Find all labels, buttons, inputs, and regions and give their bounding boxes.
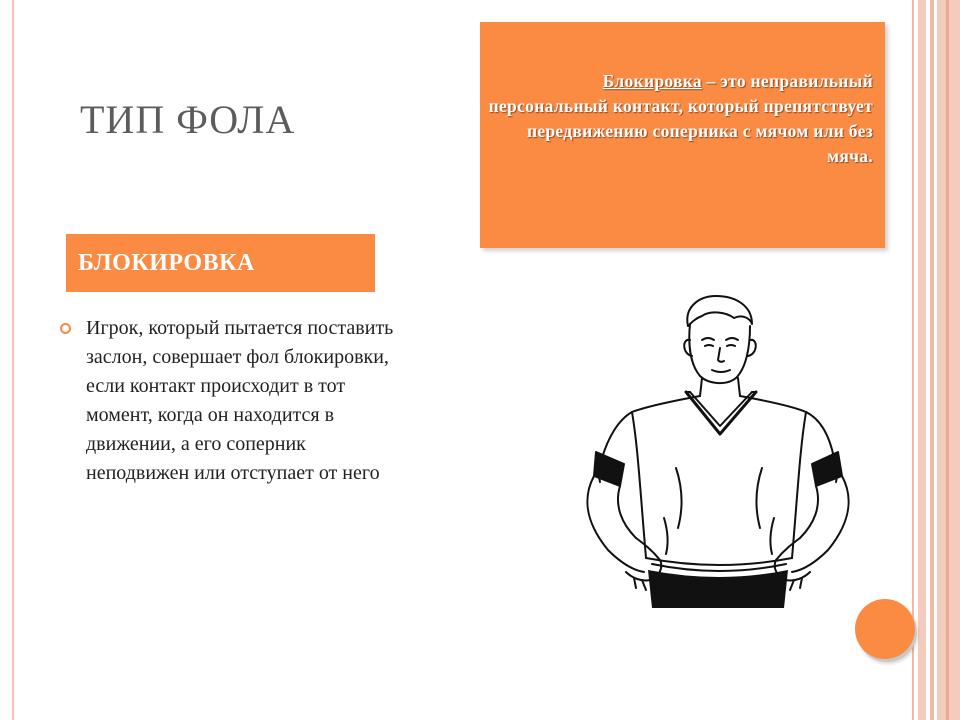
right-stripe <box>912 0 914 720</box>
section-label-text: БЛОКИРОВКА <box>78 249 255 276</box>
right-stripe <box>930 0 934 720</box>
left-border-line <box>12 0 14 720</box>
right-stripe <box>946 0 949 720</box>
bullet-text: Игрок, который пытается поставить заслон, совершает фол блокировки, если контакт происходит в тот момент, когда он находится в движении, а его соперник неподвижен или отступает от него <box>86 317 394 484</box>
referee-blocking-signal-illustration <box>566 288 866 618</box>
definition-term: Блокировка <box>602 71 702 91</box>
decorative-circle <box>855 599 915 659</box>
list-item <box>60 314 400 488</box>
section-label <box>66 234 375 292</box>
right-stripe <box>918 0 926 720</box>
bullet-list <box>60 314 400 488</box>
circle-bullet-icon <box>60 323 71 334</box>
slide-title: ТИП ФОЛА <box>80 97 296 142</box>
definition-body: – это неправильный персональный контакт, который препятствует передвижению соперника с мячом или без мяча. <box>488 71 873 166</box>
definition-text <box>488 69 873 169</box>
definition-box <box>480 22 885 248</box>
